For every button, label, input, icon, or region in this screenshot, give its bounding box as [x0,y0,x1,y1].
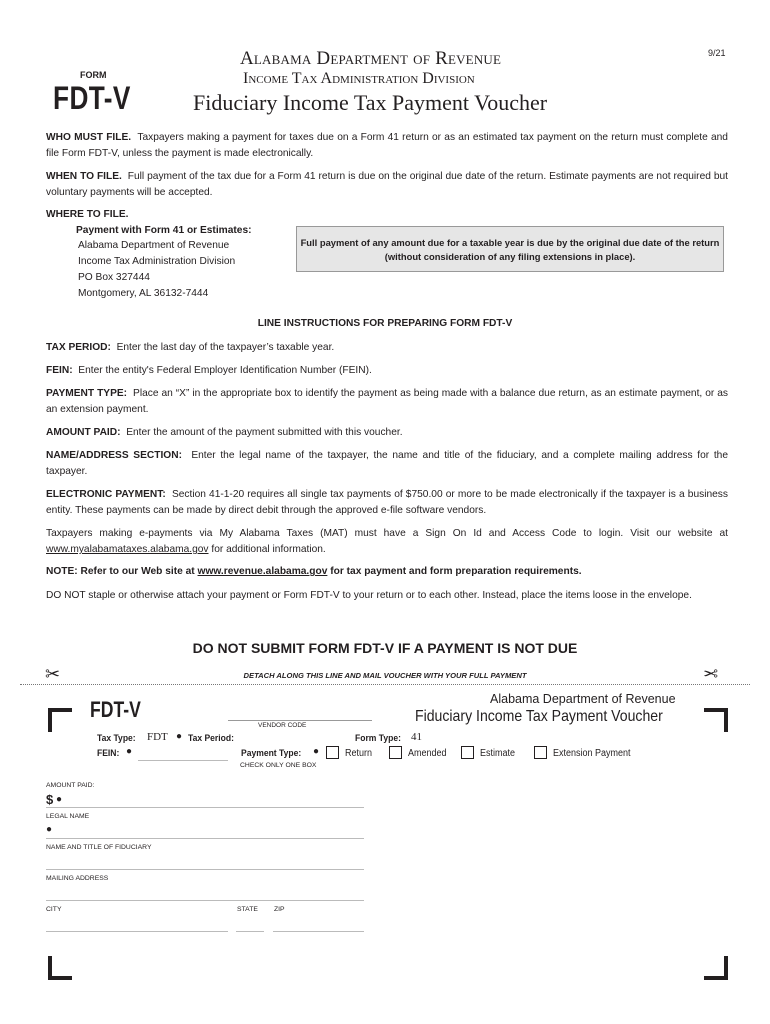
electronic-payment-instruction [46,487,728,519]
legal-name-label: LEGAL NAME [46,813,90,820]
zip-input[interactable] [273,931,364,932]
note-suffix: for tax payment and form preparation requirements. [330,566,582,577]
detach-line [20,684,750,685]
where-label: WHERE TO FILE. [46,209,129,220]
zip-label: ZIP [274,906,285,913]
when-label: WHEN TO FILE. [46,171,122,182]
fiduciary-input[interactable] [46,869,364,870]
amount-paid-label: AMOUNT PAID: [46,427,121,438]
address-line-4: Montgomery, AL 36132-7444 [78,288,209,299]
option-estimate-label: Estimate [480,748,516,759]
when-to-file [46,169,728,201]
amount-paid-instruction [46,425,728,441]
name-address-instruction [46,448,728,480]
checkbox-estimate[interactable] [461,746,474,759]
form-type-label: Form Type: [355,733,401,744]
city-label: CITY [46,906,62,913]
address-line-1: Alabama Department of Revenue [78,240,230,251]
fein-bullet-icon: ● [126,746,133,757]
fein-label: FEIN: [46,365,73,376]
due-date-note: Full payment of any amount due for a taxable year is due by the original due date of the return (without consideration of any filing extensions in place). [296,226,724,272]
payment-type-label: PAYMENT TYPE: [46,388,128,399]
staple-warning: DO NOT staple or otherwise attach your payment or Form FDT-V to your return or to each other. Instead, place the items loose in the envelope. [46,590,692,601]
fein-text: Enter the entity's Federal Employer Identification Number (FEIN). [78,365,372,376]
department-name: Alabama Department of Revenue [240,48,502,69]
voucher-form-code: FDT-V [90,697,141,722]
who-must-file [46,130,728,162]
corner-mark-top-left [48,708,72,732]
city-input[interactable] [46,931,228,932]
line-instructions-title: LINE INSTRUCTIONS FOR PREPARING FORM FDT-V [257,318,513,329]
revision-date: 9/21 [708,48,726,58]
when-text: Full payment of the tax due for a Form 41 return is due on the original due date of the return. Estimate payments are not required but voluntary payments will be accepted. [46,171,729,198]
dollar-sign: $ [46,792,54,807]
state-label: STATE [237,906,258,913]
state-input[interactable] [236,931,264,932]
corner-mark-bottom-left [48,956,72,980]
legal-name-bullet-icon: ● [46,824,53,835]
name-address-label: NAME/ADDRESS SECTION: [46,450,182,461]
tax-period-instruction [46,340,728,356]
tax-type-value: FDT [147,731,168,743]
website-note [46,564,728,580]
fein-instruction [46,363,728,379]
form-title: Fiduciary Income Tax Payment Voucher [193,90,548,115]
form-code: FDT-V [53,80,131,116]
corner-mark-top-right [704,708,728,732]
who-text: Taxpayers making a payment for taxes due on a Form 41 return or as an estimated tax payment on the return must complete and file Form FDT-V, unless the payment is made electronically. [46,132,728,159]
fein-field-label: FEIN: [97,748,120,759]
where-sub: Payment with Form 41 or Estimates: [76,225,252,236]
name-address-text: Enter the legal name of the taxpayer, the name and title of the fiduciary, and a complete mailing address for the taxpayer. [46,450,728,477]
checkbox-extension[interactable] [534,746,547,759]
vendor-code-line [228,720,372,721]
amount-paid-text: Enter the amount of the payment submitted with this voucher. [126,427,403,438]
check-only-one-note: CHECK ONLY ONE BOX [240,762,317,769]
mat-suffix: for additional information. [211,544,326,555]
revenue-link[interactable]: www.revenue.alabama.gov [197,566,328,577]
option-extension-label: Extension Payment [553,748,631,759]
scissors-icon-left: ✂ [45,664,61,684]
payment-type-instruction [46,386,728,418]
electronic-label: ELECTRONIC PAYMENT: [46,489,166,500]
mat-link[interactable]: www.myalabamataxes.alabama.gov [46,544,209,555]
payment-type-bullet-icon: ● [313,746,320,757]
mailing-address-label: MAILING ADDRESS [46,875,109,882]
division-name: Income Tax Administration Division [243,70,475,87]
corner-mark-bottom-right [704,956,728,980]
form-type-value: 41 [411,731,422,743]
scissors-icon-right: ✂ [703,664,719,684]
fiduciary-label: NAME AND TITLE OF FIDUCIARY [46,844,152,851]
legal-name-input[interactable] [46,838,364,839]
tax-type-label: Tax Type: [97,733,136,744]
tax-period-bullet-icon: ● [176,731,183,742]
payment-type-text: Place an “X” in the appropriate box to identify the payment as being made with a balance due return, as an estimate payment, or as an extension payment. [46,388,728,415]
form-word: FORM [80,70,107,80]
address-line-2: Income Tax Administration Division [78,256,236,267]
tax-period-field-label: Tax Period: [188,733,234,744]
amount-paid-field-label: AMOUNT PAID: [46,782,95,789]
fein-input[interactable] [138,760,228,761]
tax-period-label: TAX PERIOD: [46,342,111,353]
mat-instruction [46,526,728,558]
note-prefix: NOTE: Refer to our Web site at [46,566,195,577]
payment-type-field-label: Payment Type: [241,748,302,759]
amount-bullet-icon: ● [56,794,63,805]
checkbox-amended[interactable] [389,746,402,759]
option-return-label: Return [345,748,373,759]
address-line-3: PO Box 327444 [78,272,150,283]
detach-instruction: DETACH ALONG THIS LINE AND MAIL VOUCHER WITH YOUR FULL PAYMENT [243,671,527,680]
checkbox-return[interactable] [326,746,339,759]
voucher-title: Fiduciary Income Tax Payment Voucher [415,708,663,725]
vendor-code-label: VENDOR CODE [258,722,307,729]
mailing-address-input[interactable] [46,900,364,901]
voucher-department: Alabama Department of Revenue [490,692,676,706]
mat-text: Taxpayers making e-payments via My Alabama Taxes (MAT) must have a Sign On Id and Access Code to login. Visit our website at [46,528,728,539]
tax-period-text: Enter the last day of the taxpayer’s taxable year. [116,342,335,353]
amount-paid-input[interactable] [46,807,364,808]
electronic-text: Section 41-1-20 requires all single tax payments of $750.00 or more to be made electronically if the taxpayer is a business entity. These payments can be made by direct debit through the approved e-file software vendors. [46,489,728,516]
do-not-submit-heading: DO NOT SUBMIT FORM FDT-V IF A PAYMENT IS NOT DUE [192,640,578,656]
who-label: WHO MUST FILE. [46,132,132,143]
option-amended-label: Amended [408,748,447,759]
